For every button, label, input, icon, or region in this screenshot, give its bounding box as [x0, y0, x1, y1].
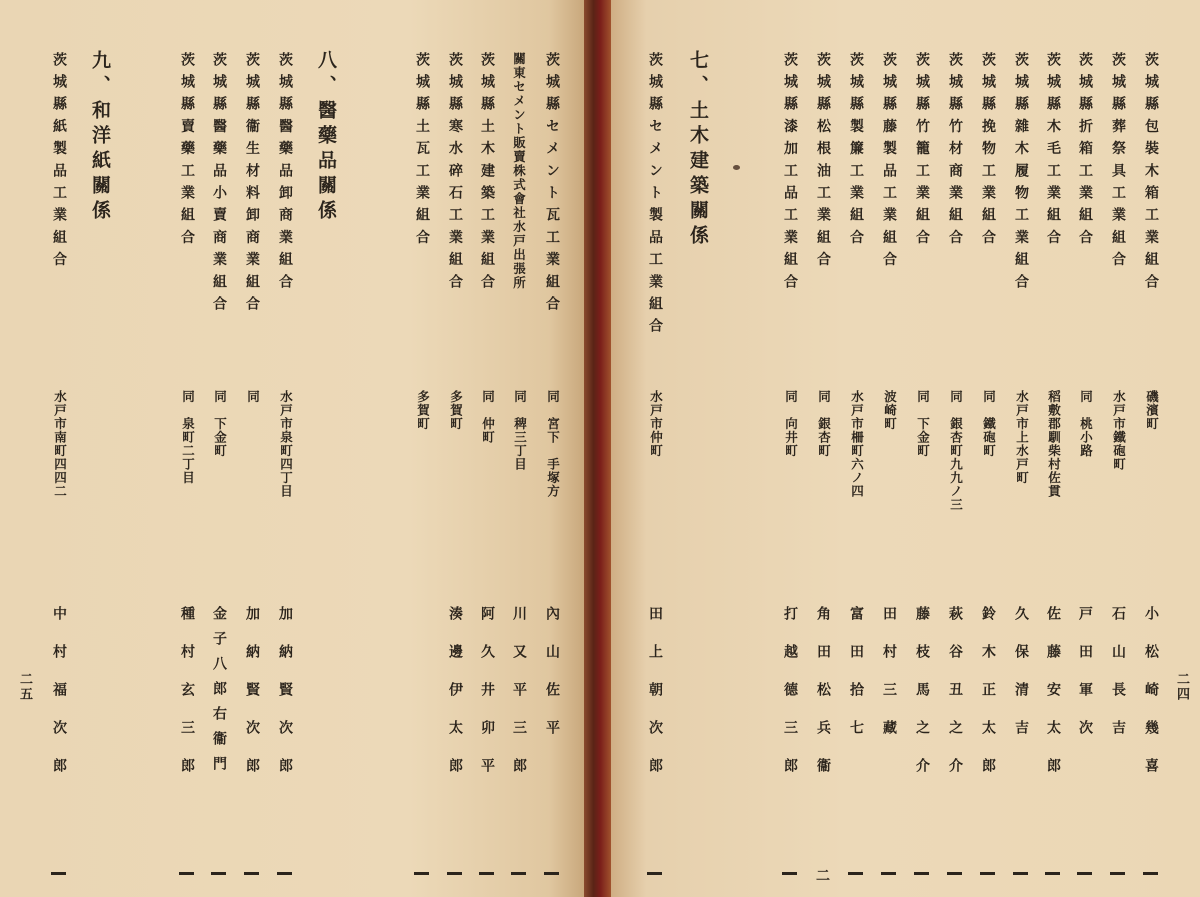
organization-name: 茨城縣雜木履物工業組合: [1013, 52, 1029, 297]
organization-name: 茨城縣挽物工業組合: [980, 52, 996, 252]
organization-name: 茨城縣松根油工業組合: [815, 52, 831, 274]
organization-name: 茨城縣葬祭具工業組合: [1110, 52, 1126, 274]
count-mark: [848, 872, 863, 875]
organization-name: 茨城縣紙製品工業組合: [51, 52, 67, 274]
organization-name: 茨城縣土瓦工業組合: [414, 52, 430, 252]
representative-name: 加納賢次郎: [244, 606, 260, 796]
organization-name: 茨城縣寒水碎石工業組合: [447, 52, 463, 297]
count-mark: [881, 872, 896, 875]
section-heading: 七、土木建築關係: [687, 50, 709, 250]
organization-address: 同 仲町: [480, 390, 496, 444]
representative-name: 阿久井卯平: [479, 606, 495, 796]
organization-address: 水戸市柵町六ノ四: [849, 390, 865, 498]
member-count: 二: [814, 868, 830, 882]
organization-name: 茨城縣製簾工業組合: [848, 52, 864, 252]
organization-address: 磯濱町: [1144, 390, 1160, 431]
member-count: [414, 872, 429, 875]
member-count: [980, 872, 995, 875]
representative-name: 中村福次郎: [51, 606, 67, 796]
organization-address: 同 稗三丁目: [512, 390, 528, 471]
count-mark: [211, 872, 226, 875]
count-mark: [782, 872, 797, 875]
organization-address: 同 鐵砲町: [981, 390, 997, 458]
representative-name: 戸田軍次: [1077, 606, 1093, 758]
count-mark: [1013, 872, 1028, 875]
count-mark: [277, 872, 292, 875]
organization-address: 多賀町: [448, 390, 464, 431]
organization-name: 茨城縣竹籠工業組合: [914, 52, 930, 252]
member-count: [1013, 872, 1028, 875]
organization-name: 茨城縣衞生材料卸商業組合: [244, 52, 260, 319]
count-mark: [947, 872, 962, 875]
count-mark: [1110, 872, 1125, 875]
book-gutter: [584, 0, 611, 897]
representative-name: 鈴木正太郎: [980, 606, 996, 796]
organization-name: 茨城縣セメント製品工業組合: [647, 52, 663, 341]
organization-name: 茨城縣包裝木箱工業組合: [1143, 52, 1159, 297]
member-count: [244, 872, 259, 875]
organization-address: 水戸市泉町四丁目: [278, 390, 294, 498]
member-count: [1110, 872, 1125, 875]
organization-address: 同 銀杏町九九ノ三: [948, 390, 964, 512]
organization-address: 稻敷郡馴柴村佐貫: [1046, 390, 1062, 498]
count-mark: [1077, 872, 1092, 875]
representative-name: 田上朝次郎: [647, 606, 663, 796]
organization-address: 同: [245, 390, 261, 404]
representative-name: 萩谷丑之介: [947, 606, 963, 796]
count-mark: [544, 872, 559, 875]
member-count: [179, 872, 194, 875]
organization-address: 同 桃小路: [1078, 390, 1094, 458]
section-heading: 九、和洋紙關係: [89, 50, 111, 225]
representative-name: 種村玄三郎: [179, 606, 195, 796]
organization-address: 同 下金町: [212, 390, 228, 458]
representative-name: 佐藤安太郎: [1045, 606, 1061, 796]
representative-name: 角田松兵衞: [815, 606, 831, 796]
count-mark: [414, 872, 429, 875]
member-count: [848, 872, 863, 875]
organization-address: 同 銀杏町: [816, 390, 832, 458]
count-mark: [179, 872, 194, 875]
member-count: [211, 872, 226, 875]
section-heading: 八、醫藥品關係: [315, 50, 337, 225]
count-mark: [914, 872, 929, 875]
count-mark: [244, 872, 259, 875]
representative-name: 內山佐平: [544, 606, 560, 758]
representative-name: 金子八郎右衞門: [211, 606, 227, 781]
member-count: [447, 872, 462, 875]
member-count: [914, 872, 929, 875]
page-number-right: 二四: [1174, 672, 1189, 702]
ink-spot: [733, 165, 740, 170]
organization-address: 水戸市仲町: [648, 390, 664, 458]
representative-name: 富田拾七: [848, 606, 864, 758]
member-count: [782, 872, 797, 875]
count-mark: [980, 872, 995, 875]
page-number-left: 二五: [17, 672, 32, 702]
organization-name: 茨城縣セメント瓦工業組合: [544, 52, 560, 319]
organization-name: 茨城縣竹材商業組合: [947, 52, 963, 252]
organization-name: 茨城縣折箱工業組合: [1077, 52, 1093, 252]
organization-name: 茨城縣土木建築工業組合: [479, 52, 495, 297]
representative-name: 加納賢次郎: [277, 606, 293, 796]
organization-address: 多賀町: [415, 390, 431, 431]
organization-name: 茨城縣藤製品工業組合: [881, 52, 897, 274]
member-count: [479, 872, 494, 875]
representative-name: 久保清吉: [1013, 606, 1029, 758]
organization-address: 水戸市上水戸町: [1014, 390, 1030, 485]
member-count: [881, 872, 896, 875]
representative-name: 川又平三郎: [511, 606, 527, 796]
organization-name: 茨城縣漆加工品工業組合: [782, 52, 798, 297]
count-mark: [1143, 872, 1158, 875]
organization-address: 同 向井町: [783, 390, 799, 458]
count-mark: [1045, 872, 1060, 875]
representative-name: 打越德三郎: [782, 606, 798, 796]
count-mark: [647, 872, 662, 875]
member-count: [647, 872, 662, 875]
member-count: [511, 872, 526, 875]
member-count: [947, 872, 962, 875]
count-mark: [447, 872, 462, 875]
organization-address: 波崎町: [882, 390, 898, 431]
organization-name: 茨城縣醫藥品卸商業組合: [277, 52, 293, 297]
representative-name: 石山長吉: [1110, 606, 1126, 758]
representative-name: 小松崎幾喜: [1143, 606, 1159, 796]
member-count: [277, 872, 292, 875]
count-mark: [51, 872, 66, 875]
organization-address: 水戸市鐵砲町: [1111, 390, 1127, 471]
member-count: [1077, 872, 1092, 875]
organization-name: 關東セメント販賣株式會社水戸出張所: [511, 52, 527, 290]
representative-name: 湊邊伊太郎: [447, 606, 463, 796]
organization-name: 茨城縣木毛工業組合: [1045, 52, 1061, 252]
member-count: [51, 872, 66, 875]
organization-name: 茨城縣賣藥工業組合: [179, 52, 195, 252]
count-mark: [479, 872, 494, 875]
member-count: [1045, 872, 1060, 875]
organization-address: 同 下金町: [915, 390, 931, 458]
organization-address: 水戸市南町四四二: [52, 390, 68, 498]
organization-address: 同 泉町二丁目: [180, 390, 196, 485]
representative-name: 田村三藏: [881, 606, 897, 758]
member-count: [1143, 872, 1158, 875]
representative-name: 藤枝馬之介: [914, 606, 930, 796]
organization-name: 茨城縣醫藥品小賣商業組合: [211, 52, 227, 319]
count-mark: [511, 872, 526, 875]
member-count: [544, 872, 559, 875]
organization-address: 同 宮下 手塚方: [545, 390, 561, 498]
